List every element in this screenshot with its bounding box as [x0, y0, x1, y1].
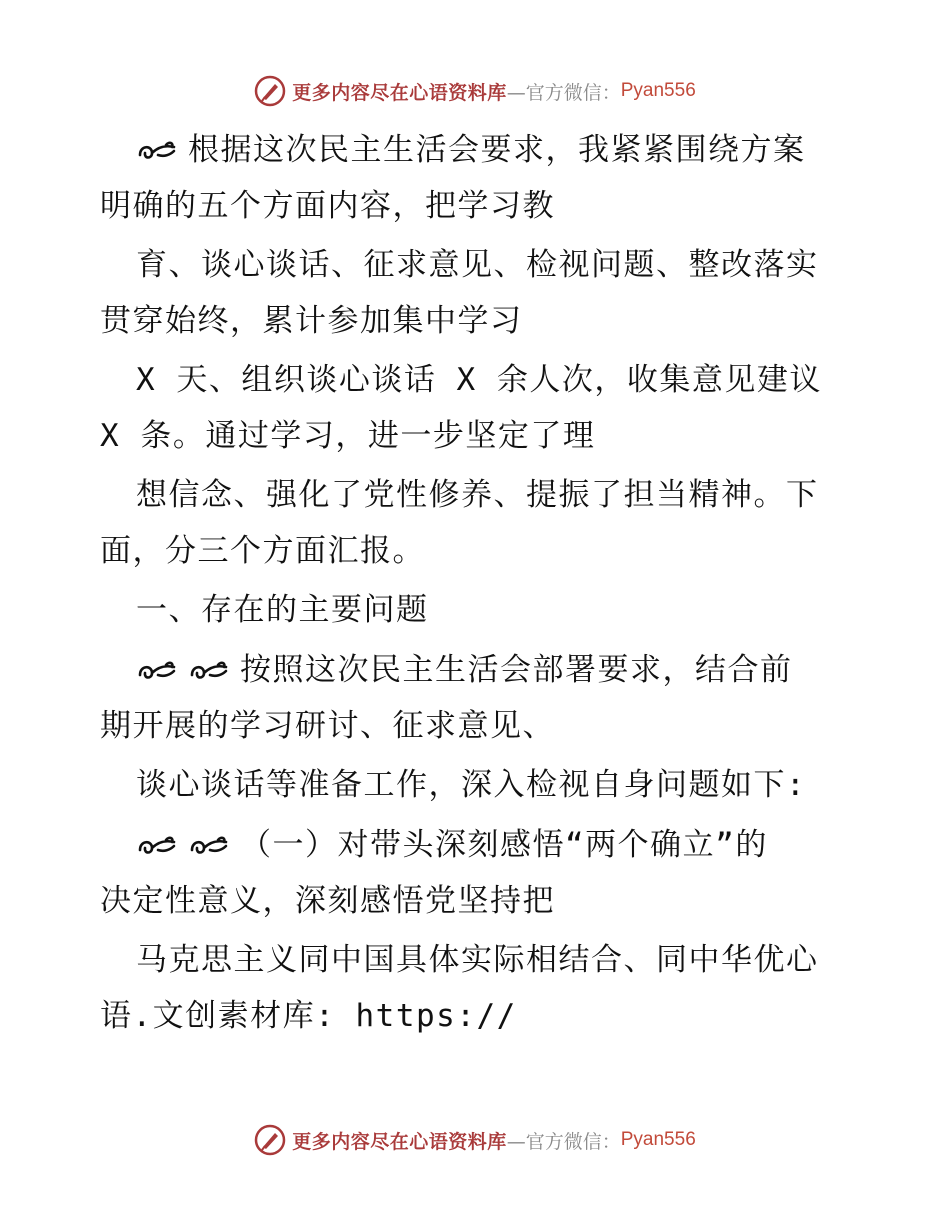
banner-wechat-id: Pyan556: [620, 1129, 696, 1150]
line-text: 语.文创素材库: https://: [100, 998, 517, 1034]
line-text: 面，分三个方面汇报。: [100, 533, 425, 569]
line-text: 马克思主义同中国具体实际相结合、同中华优心: [136, 942, 819, 978]
paragraph-line: [100, 879, 555, 923]
line-text: 决定性意义，深刻感悟党坚持把: [100, 883, 555, 919]
line-text: 想信念、强化了党性修养、提振了担当精神。下: [136, 477, 819, 513]
paragraph-line: [136, 763, 806, 807]
paragraph-line: [100, 704, 555, 748]
banner-wechat-id: Pyan556: [620, 80, 696, 101]
paragraph-line: [100, 529, 425, 573]
paragraph-line: [136, 243, 819, 287]
curl-ornament-icon: [136, 657, 178, 683]
curl-ornament-icon: [188, 657, 230, 683]
banner-library-text: 更多内容尽在心语资料库: [292, 1130, 507, 1153]
line-text: 按照这次民主生活会部署要求，结合前: [240, 652, 793, 688]
curl-ornament-icon: [136, 832, 178, 858]
quill-pen-logo-icon: [254, 75, 286, 107]
line-text: 谈心谈话等准备工作，深入检视自身问题如下:: [136, 767, 807, 803]
quill-pen-logo-icon: [254, 1124, 286, 1156]
banner-official-text: —官方微信：: [506, 1130, 621, 1153]
paragraph-line: [136, 938, 819, 982]
banner-library-text: 更多内容尽在心语资料库: [292, 81, 507, 104]
footer-banner: [0, 1120, 950, 1160]
line-text: 贯穿始终，累计参加集中学习: [100, 303, 523, 339]
line-text: 一、存在的主要问题: [136, 592, 429, 628]
line-text: 期开展的学习研讨、征求意见、: [100, 708, 555, 744]
line-text: 明确的五个方面内容，把学习教: [100, 188, 555, 224]
paragraph-line: [100, 184, 555, 228]
curl-ornament-icon: [188, 832, 230, 858]
paragraph-line: [136, 823, 768, 867]
banner-official-text: —官方微信：: [506, 81, 621, 104]
line-text: （一）对带头深刻感悟“两个确立”的: [240, 827, 768, 863]
paragraph-line: [136, 648, 793, 692]
paragraph-line: [100, 994, 517, 1038]
paragraph-line: [100, 299, 523, 343]
line-text: X 条。通过学习，进一步坚定了理: [100, 418, 596, 454]
section-heading: [136, 588, 429, 632]
paragraph-line: [136, 358, 822, 402]
line-text: 根据这次民主生活会要求，我紧紧围绕方案: [188, 132, 806, 168]
curl-ornament-icon: [136, 137, 178, 163]
paragraph-line: [100, 414, 595, 458]
line-text: 育、谈心谈话、征求意见、检视问题、整改落实: [136, 247, 819, 283]
line-text: X 天、组织谈心谈话 X 余人次，收集意见建议: [136, 362, 822, 398]
paragraph-line: [136, 128, 806, 172]
header-banner: [0, 71, 950, 111]
paragraph-line: [136, 473, 819, 517]
